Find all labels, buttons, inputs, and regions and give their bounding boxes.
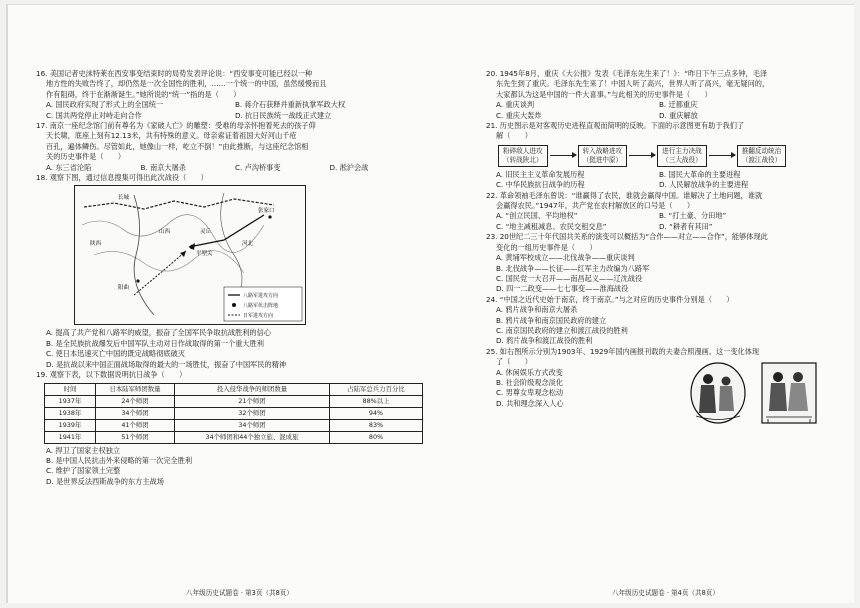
map-label: 山西 — [159, 229, 171, 236]
map-label: 长城 — [118, 195, 130, 202]
left-column — [36, 69, 424, 487]
svg-text:八路军进攻方向: 八路军进攻方向 — [243, 293, 279, 300]
question-16: 16. 美国记者史沫特莱在西安事变结束时的局势发表评论说：“西安事变可能已经以一种 地方性的失败告终了，却仍然是一次全国性的胜利，……一个统一的中国，虽然缓慢而且 作有阻碍，终于在渐渐诞生。”她所说的“统一”指的是（ ） A. 国民政府实现了形式上的全国统一 B. 蒋介石获释并重新执掌军政大权 C. 国共两党停止对峙走向合作 D. 抗日民族统一战线正式建立 — [36, 69, 424, 121]
question-19 — [36, 370, 424, 487]
question-22: 22. 革命领袖毛泽东曾说：“谁赢得了农民，谁就会赢得中国。谁解决了土地问题，谁就 会赢得农民。”1947年，共产党在农村解放区的口号是（ ） A. “创立民国、平均地权” B. “打土豪、分田地” C. “地主减租减息、农民交租交息” D. “耕者有其田” — [486, 191, 822, 233]
option-c: C. 国共两党停止对峙走向合作 — [46, 110, 142, 120]
option-b: B. 迁都重庆 — [659, 100, 698, 110]
option-d: D. 抗日民族统一战线正式建立 — [235, 110, 332, 120]
option-d: D. 是世界反法西斯战争的东方主战场 — [46, 476, 164, 486]
q23-stem: 23. 20世纪二三十年代国共关系的演变可以概括为“合作——对立——合作”，能够体现此 — [486, 232, 768, 242]
q16-options — [36, 100, 424, 121]
q21-options — [486, 170, 822, 191]
option-c: C. 重庆大轰炸 — [496, 110, 542, 120]
exam-sheet — [6, 4, 854, 603]
table-row: 1938年 34个师团 32个师团 94% — [45, 407, 423, 419]
q22-stem: 22. 革命领袖毛泽东曾说：“谁赢得了农民，谁就会赢得中国。谁解决了土地问题，谁就 — [486, 190, 763, 200]
flow-arrow — [629, 155, 655, 156]
q18-stem: 18. 观察下图，通过信息搜集可得出此次战役（ ） — [36, 173, 208, 183]
q20-options — [486, 100, 822, 121]
q24-options — [486, 305, 822, 347]
option-a: A. 休闲娱乐方式改变 — [496, 367, 563, 377]
option-b: B. 是全民族抗战爆发后中国军队主动对日作战取得的第一个重大胜利 — [46, 338, 264, 348]
question-17: 17. 南京一座纪念馆门前有尊名为《家破人亡》的雕塑：受难的母亲怀抱着死去的孩子仰 天长啸，底座上刻有12.13米，共有特殊的意义。母亲索证着祖国大好河山千疮 百孔，遍体鳞伤。尽管如此，她像山一样，屹立不倒！”由此推断，与这座纪念馆相 关的历史事件是（ ） A. 东三省沦陷 B. 南京大屠杀 C. 卢沟桥事变 D. 淞沪会战 — [36, 121, 424, 173]
option-d: D. 重庆解放 — [659, 110, 698, 120]
flow-box: 推翻反动统治 （渡江战役） — [737, 145, 787, 167]
option-d: D. 共和理念深入人心 — [496, 398, 564, 408]
flow-box: 转入战略进攻 （挺进中原） — [578, 145, 628, 167]
cartoon-1929 — [762, 363, 816, 423]
q21-flow-diagram — [498, 145, 822, 167]
table-row: 1939年 41个师团 34个师团 83% — [45, 419, 423, 431]
option-c: C. 南京国民政府的建立和渡江战役的胜利 — [496, 325, 628, 335]
table-header-row: 时间 日本陆军师团数量 投入侵华战争的师团数量 占陆军总兵力百分比 — [45, 383, 423, 395]
option-c: C. “地主减租减息、农民交租交息” — [496, 221, 607, 231]
table-row: 1937年 24个师团 21个师团 88%以上 — [45, 395, 423, 407]
option-a: A. 提高了共产党和八路军的威望，振奋了全国军民争取抗战胜利的信心 — [46, 328, 271, 338]
option-d: D. 淞沪会战 — [329, 162, 369, 172]
map-label: 灵丘 — [200, 229, 212, 236]
map-label: 河北 — [242, 241, 254, 248]
option-d: D. 四一二政变——七七事变——淮海战役 — [496, 284, 629, 294]
question-25: 25. 如右图所示分别为1903年、1929年国内画报刊载的夫妻合照漫画。这一变化体现 了（ ） A. 休闲娱乐方式改变 B. 社会阶级观念淡化 C. 男尊女卑观念松动 D. 共和理念深入人心 — [486, 347, 822, 409]
option-d: D. 鸦片战争和渡江战役的胜利 — [496, 336, 593, 346]
couple-cartoons — [688, 361, 818, 425]
flow-box: 粉碎敌人进攻 （转战陕北） — [498, 145, 548, 167]
flow-box: 进行主力决战 （三大战役） — [657, 145, 707, 167]
option-b: B. 南京大屠杀 — [140, 162, 186, 172]
option-a: A. 鸦片战争和南京大屠杀 — [496, 305, 578, 315]
right-column — [486, 69, 822, 409]
battle-map-svg — [74, 185, 306, 325]
map-label: 陕西 — [90, 241, 102, 248]
q23-options — [486, 253, 822, 295]
q19-options — [36, 446, 424, 488]
page-footer-right: 八年级历史试题卷 · 第4页（共8页） — [612, 589, 719, 597]
map-label: 平型关 — [196, 251, 213, 258]
option-a: A. 东三省沦陷 — [46, 162, 92, 172]
q17-stem: 17. 南京一座纪念馆门前有尊名为《家破人亡》的雕塑：受难的母亲怀抱着死去的孩子仰 — [36, 121, 316, 131]
map-label: 张家口 — [258, 208, 275, 215]
q19-table — [44, 383, 423, 444]
option-a: A. 旧民主主义革命发展历程 — [496, 169, 585, 179]
option-a: A. 黄埔军校成立——北伐战争——重庆谈判 — [496, 253, 635, 263]
option-a: A. “创立民国、平均地权” — [496, 211, 578, 221]
option-c: C. 维护了国家领土完整 — [46, 466, 121, 476]
q16-stem: 16. 美国记者史沫特莱在西安事变结束时的局势发表评论说：“西安事变可能已经以一种 — [36, 69, 313, 78]
option-a: A. 重庆谈判 — [496, 100, 535, 110]
option-b: B. 社会阶级观念淡化 — [496, 377, 564, 387]
q20-stem: 20. 1945年8月，重庆《大公报》发表《毛泽东先生来了！》：“昨日下午三点多钟，毛泽 — [486, 69, 768, 78]
q18-options — [36, 328, 424, 370]
option-b: B. 国民大革命的主要进程 — [659, 169, 741, 179]
question-18 — [36, 173, 424, 370]
option-b: B. 鸦片战争和南京国民政府的建立 — [496, 315, 607, 325]
question-23: 23. 20世纪二三十年代国共关系的演变可以概括为“合作——对立——合作”，能够体现此 变化的一组历史事件是（ ） A. 黄埔军校成立——北伐战争——重庆谈判 B. 北伐战争——长征——红军主力改编为八路军 C. 国民党一大召开——南昌起义——辽沈战役 D. 四一二政变——七七事变——淮海战役 — [486, 232, 822, 294]
cartoon-1903 — [691, 363, 745, 423]
q21-stem: 21. 历史图示是对客观历史进程直观而简明的反映。下面的示意图更有助于我们了 — [486, 121, 745, 131]
option-b: B. 蒋介石获释并重新执掌军政大权 — [235, 100, 346, 110]
svg-text:八路军伏击阵地: 八路军伏击阵地 — [243, 303, 279, 310]
battle-map — [74, 185, 306, 325]
table-row: 1941年 51个师团 34个师团和44个独立旅、混成旅 80% — [45, 431, 423, 443]
page-footer-left: 八年级历史试题卷 · 第3页（共8页） — [186, 589, 293, 597]
option-b: B. “打土豪、分田地” — [659, 211, 727, 221]
question-20: 20. 1945年8月，重庆《大公报》发表《毛泽东先生来了！》：“昨日下午三点多钟，毛泽 东先生到了重庆。毛泽东先生来了！中国人听了高兴，世界人听了高兴，毫无疑问的， 大家都认为这是中国的一件大喜事。”与此相关的历史事件是（ ） A. 重庆谈判 B. 迁都重庆 C. 重庆大轰炸 D. 重庆解放 — [486, 69, 822, 121]
q24-stem: 24. “中国之近代史始于南京，终于南京。”与之对应的历史事件分别是（ ） — [486, 294, 734, 304]
q22-options — [486, 211, 822, 232]
map-label: 阳曲 — [118, 285, 130, 292]
question-24 — [486, 295, 822, 347]
option-b: B. 是中国人民抗击外来侵略的第一次完全胜利 — [46, 455, 193, 465]
option-a: A. 国民政府实现了形式上的全国统一 — [46, 100, 164, 110]
option-c: C. 使日本迅速灭亡中国的既定战略彻底破灭 — [46, 349, 185, 359]
flow-arrow — [550, 155, 576, 156]
question-21: 21. 历史图示是对客观历史进程直观而简明的反映。下面的示意图更有助于我们了 解（ ） 粉碎敌人进攻 （转战陕北） 转入战略进攻 （挺进中原） 进行主力决战 （三大战役） 推翻反动统治 （渡江战役） A. 旧民主主义革命发展历程 B. 国民大革命的主要进程 C. 中华民族抗日战争的历程 D. 人民解放战争的主要进程 — [486, 121, 822, 191]
q19-stem: 19. 观察下表，以下数据说明抗日战争（ ） — [36, 370, 187, 380]
option-c: C. 国民党一大召开——南昌起义——辽沈战役 — [496, 273, 643, 283]
q17-options — [36, 163, 424, 173]
flow-arrow — [709, 155, 735, 156]
option-d: D. 人民解放战争的主要进程 — [659, 180, 749, 190]
option-c: C. 卢沟桥事变 — [235, 162, 281, 172]
map-legend — [224, 287, 302, 321]
option-b: B. 北伐战争——长征——红军主力改编为八路军 — [496, 263, 650, 273]
svg-text:日军进攻方向: 日军进攻方向 — [243, 313, 274, 320]
option-c: C. 中华民族抗日战争的历程 — [496, 180, 585, 190]
q25-stem: 25. 如右图所示分别为1903年、1929年国内画报刊载的夫妻合照漫画。这一变化体现 — [486, 346, 760, 356]
option-c: C. 男尊女卑观念松动 — [496, 388, 564, 398]
option-a: A. 捍卫了国家主权独立 — [46, 445, 121, 455]
option-d: D. “耕者有其田” — [659, 221, 713, 231]
option-d: D. 是抗战以来中国正面战场取得的最大的一场胜仗，振奋了中国军民的精神 — [46, 359, 287, 369]
